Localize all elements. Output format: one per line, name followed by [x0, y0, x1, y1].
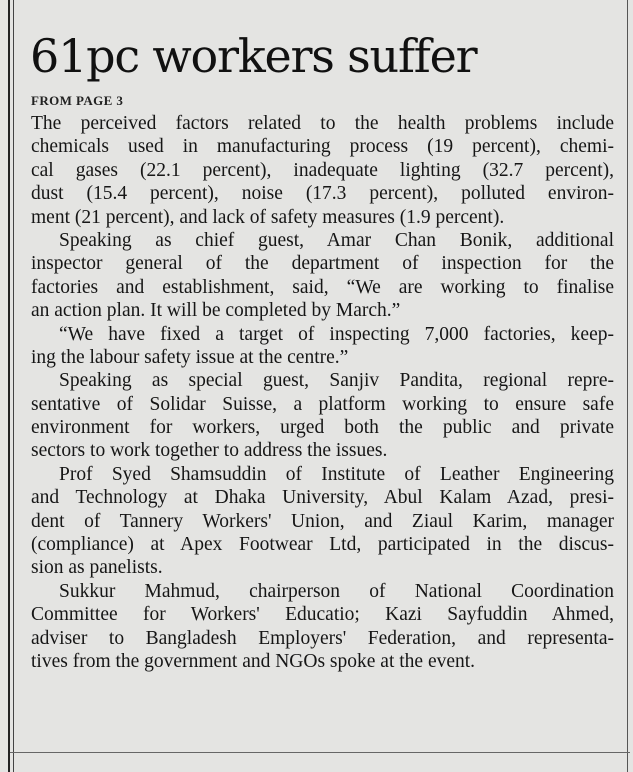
article-text-line: dust (15.4 percent), noise (17.3 percent), polluted environ-: [31, 183, 614, 205]
article-text-line: Committee for Workers' Educatio; Kazi Sayfuddin Ahmed,: [31, 604, 614, 626]
article-text-line: sectors to work together to address the issues.: [31, 440, 388, 462]
article-text-line: tives from the government and NGOs spoke at the event.: [31, 650, 476, 672]
article-text-line: The perceived factors related to the health problems include: [31, 113, 614, 134]
column-rule-left: [8, 0, 10, 772]
article-text-line: environment for workers, urged both the public and private: [31, 417, 614, 439]
article-text-line: Prof Syed Shamsuddin of Institute of Leather Engineering: [59, 463, 614, 485]
article-text-line: sentative of Solidar Suisse, a platform working to ensure safe: [31, 393, 614, 415]
article-text-line: Sukkur Mahmud, chairperson of National Coordination: [59, 580, 614, 602]
article-text-line: Speaking as chief guest, Amar Chan Bonik, additional: [59, 229, 614, 251]
column-rule-left-inner: [13, 0, 14, 772]
article-text-line: and Technology at Dhaka University, Abul Kalam Azad, presi-: [31, 487, 614, 509]
article-text-line: (compliance) at Apex Footwear Ltd, participated in the discus-: [31, 534, 614, 556]
article-text-line: factories and establishment, said, “We are working to finalise: [31, 276, 614, 298]
article-text-line: an action plan. It will be completed by March.”: [31, 300, 401, 322]
column-rule-right: [627, 0, 628, 772]
headline: 61pc workers suffer: [30, 29, 477, 83]
article-text-line: sion as panelists.: [31, 557, 163, 579]
bottom-rule: [10, 752, 630, 753]
article-text-line: chemicals used in manufacturing process (19 percent), chemi-: [31, 136, 614, 158]
article-text-line: “We have fixed a target of inspecting 7,000 factories, keep-: [59, 323, 614, 345]
jump-line: FROM PAGE 3: [31, 93, 124, 108]
article-body: [31, 112, 614, 673]
article-text-line: ment (21 percent), and lack of safety measures (1.9 percent).: [31, 206, 505, 228]
article-text-line: inspector general of the department of inspection for the: [31, 253, 614, 275]
article-text-line: cal gases (22.1 percent), inadequate lighting (32.7 percent),: [31, 159, 614, 181]
article-text-line: ing the labour safety issue at the centre.”: [31, 346, 349, 368]
article-text-line: adviser to Bangladesh Employers' Federation, and representa-: [31, 627, 614, 649]
article-text-line: dent of Tannery Workers' Union, and Ziaul Karim, manager: [31, 510, 614, 532]
article-text-line: Speaking as special guest, Sanjiv Pandita, regional repre-: [59, 370, 614, 392]
